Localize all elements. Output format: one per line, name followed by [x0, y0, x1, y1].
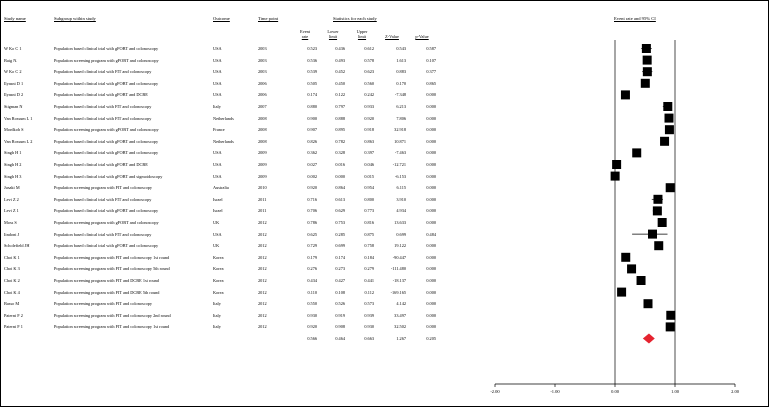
outcome: Italy: [213, 301, 221, 307]
time-point: 2012: [258, 278, 267, 283]
z-value: 32.502: [394, 324, 406, 330]
study-name: Levi Z 2: [4, 196, 19, 202]
effect-marker: [666, 311, 675, 320]
time-point: 2006: [258, 92, 267, 98]
upper-limit: 0.920: [364, 115, 374, 121]
study-name: Van Rossum L 1: [4, 115, 33, 121]
event-rate: 0.729: [307, 243, 317, 249]
subgroup: Population based clinical trial with gFOBT and sigmoidoscopy: [54, 173, 163, 179]
outcome: UK: [213, 220, 220, 225]
study-name: Basso M: [4, 301, 20, 307]
x-tick-label: -2.00: [490, 389, 500, 394]
p-value: 0.000: [426, 185, 436, 191]
subgroup: Population based clinical trial with gFOBT and colonoscopy: [54, 80, 159, 86]
study-name: Choi K 2: [4, 278, 20, 283]
lower-limit: 0.699: [335, 243, 345, 249]
study-name: Levi Z 1: [4, 208, 19, 214]
effect-marker: [665, 114, 674, 123]
p-value: 0.377: [426, 69, 436, 75]
outcome: France: [213, 127, 225, 133]
subgroup: Population based clinical trial with gFOBT and DCBE: [54, 92, 148, 98]
z-value: -12.721: [392, 162, 406, 167]
outcome: Korea: [213, 254, 224, 260]
event-rate: 0.179: [307, 254, 317, 260]
study-name: Scholefield JH: [4, 243, 30, 249]
outcome: USA: [213, 69, 222, 75]
lower-limit: 0.436: [335, 46, 345, 51]
time-point: 2009: [258, 173, 267, 179]
study-name: Baig N.: [4, 57, 18, 63]
effect-marker: [658, 218, 667, 227]
subgroup: Population screening program with FIT and colonoscopy 5th round: [54, 266, 170, 272]
lower-limit: 0.273: [335, 266, 345, 272]
upper-limit: 0.279: [364, 266, 374, 272]
event-rate: 0.539: [307, 69, 317, 75]
col-upper-limit-label-1: Upper: [356, 29, 368, 34]
col-upper-limit-label-2: limit: [357, 34, 367, 39]
time-point: 2008: [258, 115, 267, 121]
time-point: 2003: [258, 57, 267, 63]
lower-limit: 0.919: [335, 312, 345, 318]
outcome: Korea: [213, 278, 224, 283]
z-value: -169.165: [390, 289, 406, 295]
study-name: Ilyasni D 2: [4, 92, 24, 98]
event-rate: 0.523: [307, 46, 317, 51]
subgroup: Population screening program with FIT and DCBE 1st round: [54, 278, 159, 283]
effect-marker: [632, 148, 641, 157]
event-rate: 0.027: [307, 162, 317, 167]
p-value: 0.000: [426, 254, 436, 260]
p-value: 0.000: [426, 220, 436, 225]
col-z-value-label: Z-Value: [385, 34, 399, 39]
lower-limit: 0.782: [335, 138, 345, 144]
subgroup: Population screening program with FIT and colonoscopy 1st round: [54, 324, 170, 330]
study-name: Paterni F 2: [4, 312, 23, 318]
study-name: Choi K 1: [4, 254, 20, 260]
effect-marker: [627, 264, 636, 273]
lower-limit: 0.328: [335, 150, 345, 156]
upper-limit: 0.623: [364, 69, 374, 75]
outcome: USA: [213, 162, 222, 167]
time-point: 2003: [258, 46, 267, 51]
z-value: -90.447: [392, 254, 406, 260]
event-rate: 0.276: [307, 266, 317, 272]
effect-marker: [660, 137, 669, 146]
z-value: -7.463: [394, 150, 406, 156]
study-name: W Ko C 2: [4, 69, 22, 75]
time-point: 2012: [258, 254, 267, 260]
study-name: Jusaki M: [4, 185, 20, 191]
outcome: USA: [213, 57, 222, 63]
outcome: UK: [213, 243, 220, 249]
time-point: 2010: [258, 185, 267, 191]
x-tick-label: -1.00: [550, 389, 560, 394]
z-value: 6.213: [396, 104, 406, 109]
header-statistics: Statistics for each study: [333, 16, 377, 21]
lower-limit: 0.174: [335, 254, 345, 260]
outcome: USA: [213, 150, 222, 156]
outcome: Israel: [213, 196, 223, 202]
event-rate: 0.786: [307, 220, 317, 225]
p-value: 0.865: [426, 80, 436, 86]
study-name: Stigman N: [4, 104, 23, 109]
effect-marker: [666, 322, 675, 331]
time-point: 2012: [258, 289, 267, 295]
z-value: 0.543: [396, 46, 406, 51]
header-study-name: Study name: [4, 16, 26, 21]
z-value: 4.142: [396, 301, 406, 307]
z-value: 0.699: [396, 231, 406, 237]
study-name: Choi K 4: [4, 289, 20, 295]
outcome: USA: [213, 231, 222, 237]
event-rate: 0.174: [307, 92, 317, 98]
x-tick-label: 2.00: [731, 389, 739, 394]
effect-marker: [665, 125, 674, 134]
col-lower-limit-label-2: limit: [328, 34, 338, 39]
subgroup: Population based clinical trial with gFOBT and DCBE: [54, 162, 148, 167]
effect-marker: [666, 183, 675, 192]
summary-diamond: [643, 334, 655, 344]
outcome: Italy: [213, 312, 221, 318]
header-time-point: Time point: [258, 16, 279, 21]
study-name: Singh H 3: [4, 173, 22, 179]
study-name: Paterni F 1: [4, 324, 23, 330]
outcome: Netherlands: [213, 115, 234, 121]
p-value: 0.000: [426, 150, 436, 156]
lower-limit: 0.285: [335, 231, 345, 237]
study-name: Singh H 1: [4, 150, 22, 156]
time-point: 2012: [258, 324, 267, 330]
time-point: 2012: [258, 231, 267, 237]
upper-limit: 0.933: [364, 104, 374, 109]
lower-limit: 0.122: [335, 92, 345, 98]
subgroup: Population screening program with gFOBT and colonoscopy: [54, 220, 159, 225]
upper-limit: 0.758: [364, 243, 374, 249]
z-value: 10.871: [394, 138, 406, 144]
z-value: 6.115: [396, 185, 406, 191]
outcome: USA: [213, 173, 222, 179]
outcome: Italy: [213, 324, 221, 330]
study-name: Mordkoh S: [4, 127, 24, 133]
z-value: 19.122: [394, 243, 406, 249]
effect-marker: [643, 56, 652, 65]
outcome: Australia: [213, 185, 229, 191]
subgroup: Population screening program with FIT and colonoscopy: [54, 301, 153, 307]
lower-limit: 0.452: [335, 69, 345, 75]
time-point: 2006: [258, 80, 267, 86]
subgroup: Population based clinical trial with FIT and colonoscopy: [54, 231, 152, 237]
p-value: 0.000: [426, 289, 436, 295]
p-value: 0.000: [426, 162, 436, 167]
study-name: Singh H 2: [4, 162, 22, 167]
p-value: 0.000: [426, 104, 436, 109]
effect-marker: [611, 172, 620, 181]
z-value: 13.633: [394, 220, 406, 225]
col-lower-limit-label-1: Lower: [327, 29, 339, 34]
event-rate: 0.434: [307, 278, 317, 283]
event-rate: 0.110: [307, 289, 317, 295]
z-value: 0.170: [396, 80, 406, 86]
lower-limit: 0.629: [335, 208, 345, 214]
lower-limit: 0.753: [335, 220, 345, 225]
upper-limit: 0.112: [364, 289, 374, 295]
lower-limit: 0.908: [335, 324, 345, 330]
time-point: 2012: [258, 312, 267, 318]
outcome: Korea: [213, 266, 224, 272]
z-value: 32.918: [394, 127, 406, 133]
header-subgroup: Subgroup within study: [54, 16, 96, 21]
z-value: 3.910: [396, 196, 406, 202]
upper-limit: 0.930: [364, 324, 374, 330]
p-value: 0.000: [426, 243, 436, 249]
event-rate: 0.625: [307, 231, 317, 237]
outcome: Israel: [213, 208, 223, 214]
subgroup: Population based clinical trial with gFOBT and colonoscopy: [54, 150, 159, 156]
p-value: 0.107: [426, 57, 436, 63]
event-rate: 0.930: [307, 312, 317, 318]
p-value: 0.000: [426, 301, 436, 307]
subgroup: Population screening program with FIT and colonoscopy 1st round: [54, 254, 170, 260]
z-value: -111.480: [390, 266, 406, 272]
z-value: -18.137: [392, 278, 406, 283]
p-value: 0.000: [426, 127, 436, 133]
col-p-value-label: p-Value: [415, 34, 429, 39]
subgroup: Population based clinical trial with FIT and colonoscopy: [54, 69, 152, 75]
upper-limit: 0.773: [364, 208, 374, 214]
effect-marker: [644, 299, 653, 308]
outcome: Italy: [213, 104, 221, 109]
upper-limit: 0.046: [364, 162, 374, 167]
summary-z-value: 1.267: [396, 336, 406, 341]
subgroup: Population based clinical trial with gFOBT and colonoscopy: [54, 243, 159, 249]
upper-limit: 0.578: [364, 57, 374, 63]
study-name: W Ko C 1: [4, 46, 22, 51]
outcome: Netherlands: [213, 138, 234, 144]
effect-marker: [663, 102, 672, 111]
subgroup: Population based clinical trial with FIT and colonoscopy: [54, 115, 152, 121]
p-value: 0.000: [426, 173, 436, 179]
time-point: 2008: [258, 127, 267, 133]
subgroup: Population based clinical trial with FIT and colonoscopy: [54, 196, 152, 202]
p-value: 0.000: [426, 92, 436, 98]
time-point: 2012: [258, 301, 267, 307]
time-point: 2012: [258, 220, 267, 225]
effect-marker: [654, 241, 663, 250]
effect-marker: [621, 90, 630, 99]
outcome: Korea: [213, 289, 224, 295]
subgroup: Population screening program with gFOBT and colonoscopy: [54, 57, 159, 63]
subgroup: Population based clinical trial with gFOBT and colonoscopy: [54, 138, 159, 144]
study-name: Iindoni J: [4, 231, 20, 237]
event-rate: 0.362: [307, 150, 317, 156]
time-point: 2009: [258, 150, 267, 156]
upper-limit: 0.184: [364, 254, 374, 260]
lower-limit: 0.000: [335, 173, 345, 179]
subgroup: Population screening program with FIT and colonoscopy 2nd round: [54, 312, 171, 318]
event-rate: 0.920: [307, 324, 317, 330]
event-rate: 0.706: [307, 208, 317, 214]
study-name: Moss S: [4, 220, 17, 225]
upper-limit: 0.242: [364, 92, 374, 98]
event-rate: 0.716: [307, 196, 317, 202]
outcome: USA: [213, 92, 222, 98]
effect-marker: [621, 253, 630, 262]
header-forest: Event rate and 95% CI: [614, 16, 656, 21]
event-rate: 0.550: [307, 301, 317, 307]
event-rate: 0.002: [307, 173, 317, 179]
event-rate: 0.920: [307, 185, 317, 191]
time-point: 2007: [258, 104, 267, 109]
lower-limit: 0.888: [335, 115, 345, 121]
p-value: 0.000: [426, 208, 436, 214]
col-event-rate-label-1: Event: [299, 29, 311, 34]
upper-limit: 0.863: [364, 138, 374, 144]
lower-limit: 0.016: [335, 162, 345, 167]
event-rate: 0.505: [307, 80, 317, 86]
subgroup: Population screening program with gFOBT and colonoscopy: [54, 127, 159, 133]
upper-limit: 0.954: [364, 185, 374, 191]
upper-limit: 0.441: [364, 278, 374, 283]
p-value: 0.000: [426, 138, 436, 144]
effect-marker: [617, 288, 626, 297]
col-event-rate-label-2: rate: [301, 34, 309, 39]
z-value: 1.613: [396, 57, 406, 63]
effect-marker: [641, 79, 650, 88]
effect-marker: [653, 206, 662, 215]
time-point: 2009: [258, 162, 267, 167]
lower-limit: 0.526: [335, 301, 345, 307]
effect-marker: [642, 44, 651, 53]
upper-limit: 0.612: [364, 46, 374, 51]
lower-limit: 0.864: [335, 185, 345, 191]
upper-limit: 0.573: [364, 301, 374, 307]
z-value: 7.806: [396, 115, 406, 121]
time-point: 2011: [258, 208, 267, 214]
subgroup: Population based clinical trial with gFOBT and colonoscopy: [54, 46, 159, 51]
lower-limit: 0.613: [335, 196, 345, 202]
upper-limit: 0.397: [364, 150, 374, 156]
subgroup: Population screening program with FIT and DCBE 5th round: [54, 289, 160, 295]
z-value: 4.934: [396, 208, 406, 214]
upper-limit: 0.875: [364, 231, 374, 237]
lower-limit: 0.493: [335, 57, 345, 63]
upper-limit: 0.560: [364, 80, 374, 86]
effect-marker: [612, 160, 621, 169]
summary-event-rate: 0.566: [307, 336, 317, 341]
effect-marker: [648, 230, 657, 239]
lower-limit: 0.797: [335, 104, 345, 109]
event-rate: 0.826: [307, 138, 317, 144]
study-name: Ilyasni D 1: [4, 80, 24, 86]
study-name: Choi K 3: [4, 266, 20, 272]
lower-limit: 0.450: [335, 80, 345, 86]
study-name: Van Rossum L 2: [4, 138, 33, 144]
effect-marker: [643, 67, 652, 76]
effect-marker: [637, 276, 646, 285]
time-point: 2012: [258, 266, 267, 272]
p-value: 0.000: [426, 196, 436, 202]
lower-limit: 0.108: [335, 289, 345, 295]
event-rate: 0.536: [307, 57, 317, 63]
upper-limit: 0.918: [364, 127, 374, 133]
p-value: 0.587: [426, 46, 436, 51]
time-point: 2012: [258, 243, 267, 249]
summary-p-value: 0.205: [426, 336, 436, 341]
subgroup: Population screening program with FIT and colonoscopy: [54, 185, 153, 191]
lower-limit: 0.895: [335, 127, 345, 133]
header-outcome: Outcome: [213, 16, 230, 21]
upper-limit: 0.800: [364, 196, 374, 202]
z-value: -7.348: [394, 92, 406, 98]
p-value: 0.000: [426, 115, 436, 121]
upper-limit: 0.939: [364, 312, 374, 318]
z-value: -6.153: [394, 173, 406, 179]
p-value: 0.000: [426, 278, 436, 283]
p-value: 0.000: [426, 266, 436, 272]
event-rate: 0.900: [307, 115, 317, 121]
summary-lower-limit: 0.464: [335, 336, 345, 341]
summary-upper-limit: 0.663: [364, 336, 374, 341]
p-value: 0.000: [426, 312, 436, 318]
outcome: USA: [213, 46, 222, 51]
x-tick-label: 0.00: [611, 389, 619, 394]
z-value: 33.497: [394, 312, 406, 318]
event-rate: 0.880: [307, 104, 317, 109]
event-rate: 0.907: [307, 127, 317, 133]
time-point: 2011: [258, 196, 267, 202]
subgroup: Population based clinical trial with gFOBT and colonoscopy: [54, 208, 159, 214]
time-point: 2008: [258, 138, 267, 144]
x-tick-label: 1.00: [671, 389, 679, 394]
upper-limit: 0.816: [364, 220, 374, 225]
z-value: 0.883: [396, 69, 406, 75]
lower-limit: 0.427: [335, 278, 345, 283]
p-value: 0.484: [426, 231, 436, 237]
upper-limit: 0.015: [364, 173, 374, 179]
outcome: USA: [213, 80, 222, 86]
time-point: 2003: [258, 69, 267, 75]
p-value: 0.000: [426, 324, 436, 330]
subgroup: Population based clinical trial with FIT and colonoscopy: [54, 104, 152, 109]
effect-marker: [653, 195, 662, 204]
